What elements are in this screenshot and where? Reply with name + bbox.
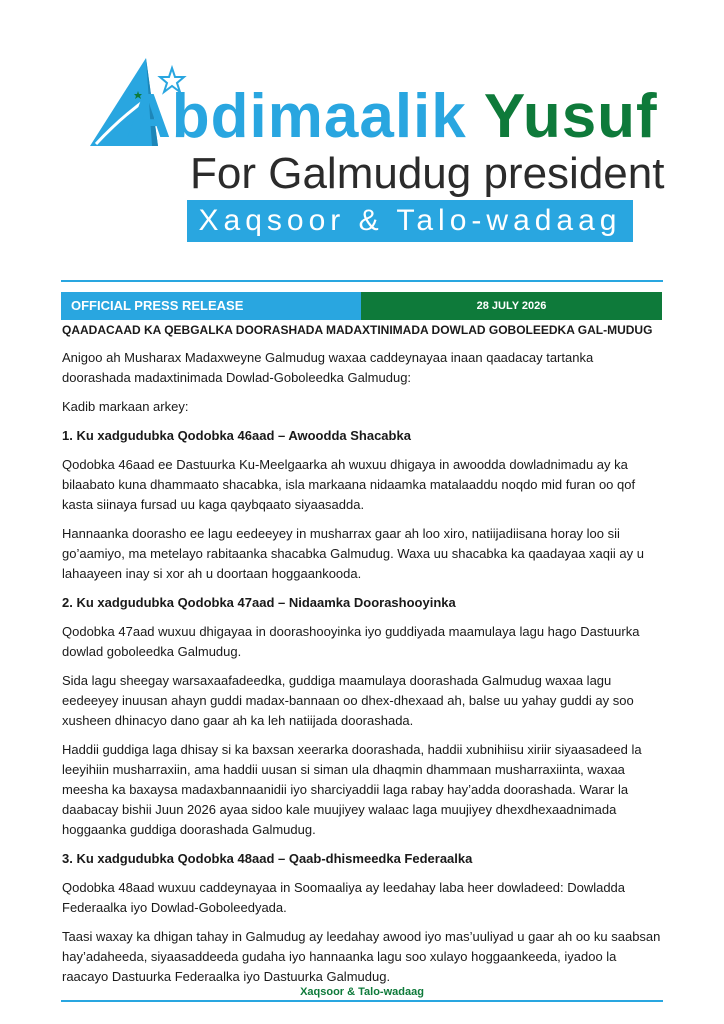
press-release-body [62, 321, 662, 996]
section-paragraph: Qodobka 46aad ee Dastuurka Ku-Meelgaarka ah wuxuu dhigaya in awoodda dowladnimadu ay ka bilaabato kuna dhammaato shacabka, isla markaana nidaamka matalaaddu noqdo mid furan oo qof kasta siinaya fursad uu kaga qaybqaato siyaasadda. [62, 457, 636, 512]
section-heading: 3. Ku xadgudubka Qodobka 48aad – Qaab-dhismeedka Federaalka [62, 851, 473, 866]
release-date: 28 JULY 2026 [361, 292, 662, 320]
top-divider [61, 280, 663, 282]
bottom-divider [61, 1000, 663, 1002]
campaign-slogan: Xaqsoor & Talo-wadaag [187, 200, 633, 242]
section-paragraph: Hannaanka doorasho ee lagu eedeeyey in musharrax gaar ah loo xiro, natiijadiisana horay loo sii go’aamiyo, ma metelayo rabitaanka shacabka Galmudug. Waxa uu shacabka ka qaadayaa xaqii ay u lahaayeen inay si xor ah u doortaan hoggaankooda. [62, 526, 644, 581]
section-heading: 1. Ku xadgudubka Qodobka 46aad – Awoodda Shacabka [62, 428, 411, 443]
headline: QAADACAAD KA QEBGALKA DOORASHADA MADAXTINIMADA DOWLAD GOBOLEEDKA GAL-MUDUG [62, 323, 653, 337]
intro-paragraph: Anigoo ah Musharax Madaxweyne Galmudug waxaa caddeynayaa inaan qaadacay tartanka doorashada madaxtinimada Dowlad-Goboleedka Galmudug: [62, 350, 594, 385]
footer-slogan: Xaqsoor & Talo-wadaag [300, 986, 424, 998]
intro-paragraph: Kadib markaan arkey: [62, 399, 189, 414]
section-paragraph: Sida lagu sheegay warsaxaafadeedka, guddiga maamulaya doorashada Galmudug waxaa lagu eedeeyey inuusan ahayn guddi madax-bannaan oo dhex-dhexaad ah, balse uu yahay guddi ay soo xusheen dhinacyo dano gaar ah ka leh natiijada doorashada. [62, 673, 634, 728]
section-paragraph: Qodobka 48aad wuxuu caddeynayaa in Soomaaliya ay leedahay laba heer dowladeed: Dowladda Federaalka iyo Dowlad-Goboleedyada. [62, 880, 626, 915]
candidate-last-name: Yusuf [483, 82, 658, 151]
section-paragraph: Haddii guddiga laga dhisay si ka baxsan xeerarka doorashada, haddii xubnihiisu xiriir siyaasadeed la leeyihiin musharraxiin, ama haddii uusan si siman ula dhaqmin dhammaan musharraxiinta, waxaa meesha ka baxaysa madaxbannaanidii iyo sharciyaddii laga rabay hay’adda doorashada. Warar la daabacay bishii Juun 2026 ayaa sidoo kale muujiyey walaac laga muujiyey dhexdhexaadnimada hoggaanka guddiga doorashada Galmudug. [62, 742, 642, 837]
section-paragraph: Taasi waxay ka dhigan tahay in Galmudug ay leedahay awood iyo mas’uuliyad u gaar ah oo ku saabsan hay’adaheeda, siyaasaddeeda gudaha iyo hannaanka lagu soo xulayo hoggaankeeda, iyadoo la raacayo Dastuurka Federaalka iyo Dastuurka Galmudug. [62, 929, 661, 984]
campaign-logo [0, 0, 724, 260]
section-heading: 2. Ku xadgudubka Qodobka 47aad – Nidaamka Doorashooyinka [62, 595, 456, 610]
candidate-first-name: Abdimaalik [126, 82, 467, 151]
section-paragraph: Qodobka 47aad wuxuu dhigayaa in doorashooyinka iyo guddiyada maamulaya lagu hago Dastuurka dowlad goboleedka Galmudug. [62, 624, 640, 659]
campaign-tagline: For Galmudug president [190, 149, 665, 198]
press-release-label: OFFICIAL PRESS RELEASE [61, 292, 361, 320]
press-release-banner [61, 292, 662, 320]
candidate-name [126, 82, 658, 151]
